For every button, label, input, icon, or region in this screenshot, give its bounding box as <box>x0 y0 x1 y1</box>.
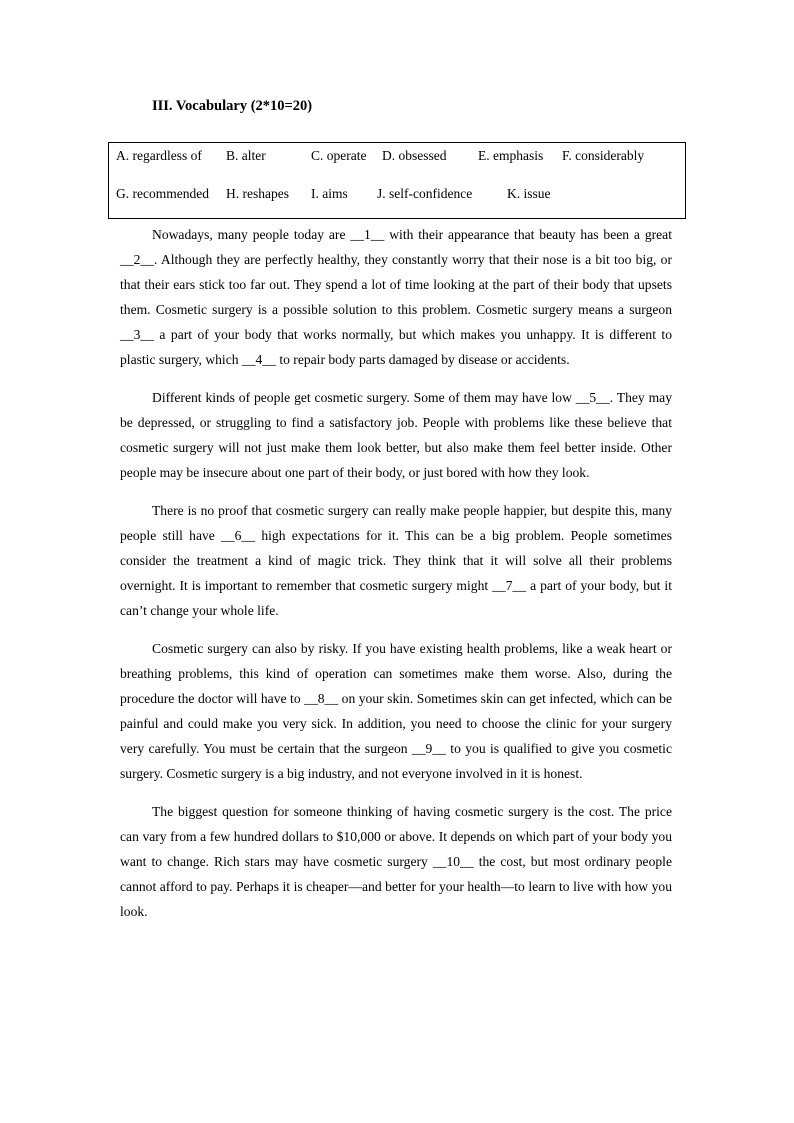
word-option-f: F. considerably <box>562 148 645 163</box>
word-bank-row-1 <box>109 148 685 168</box>
word-option-i: I. aims <box>311 186 348 201</box>
word-option-d: D. obsessed <box>382 148 447 163</box>
word-bank-row-2 <box>109 186 685 206</box>
word-option-b: B. alter <box>226 148 266 163</box>
word-option-e: E. emphasis <box>478 148 544 163</box>
word-option-h: H. reshapes <box>226 186 289 201</box>
passage-paragraph-1: Nowadays, many people today are __1__ with their appearance that beauty has been a great __2__. Although they are perfectly healthy, they constantly worry that their nose is a bit too big, or that their ears stick too far out. They spend a lot of time looking at the part of their body that upsets them. Cosmetic surgery is a possible solution to this problem. Cosmetic surgery means a surgeon __3__ a part of your body that works normally, but which makes you unhappy. It is different to plastic surgery, which __4__ to repair body parts damaged by disease or accidents. <box>120 227 672 367</box>
word-bank-box <box>108 142 686 219</box>
word-option-k: K. issue <box>507 186 551 201</box>
word-option-c: C. operate <box>311 148 367 163</box>
word-option-g: G. recommended <box>116 186 209 201</box>
passage-paragraph-2: Different kinds of people get cosmetic surgery. Some of them may have low __5__. They may be depressed, or struggling to find a satisfactory job. People with problems like these believe that cosmetic surgery will not just make them look better, but also make them feel better inside. Other people may be insecure about one part of their body, or just bored with how they look. <box>120 390 672 480</box>
section-title: III. Vocabulary (2*10=20) <box>152 98 313 114</box>
reading-passage <box>120 222 672 937</box>
passage-paragraph-4: Cosmetic surgery can also by risky. If you have existing health problems, like a weak heart or breathing problems, this kind of operation can sometimes make them worse. Also, during the procedure the doctor will have to __8__ on your skin. Sometimes skin can get infected, which can be painful and could make you very sick. In addition, you need to choose the clinic for your surgery very carefully. You must be certain that the surgeon __9__ to you is qualified to give you cosmetic surgery. Cosmetic surgery is a big industry, and not everyone involved in it is honest. <box>120 641 672 781</box>
word-option-a: A. regardless of <box>116 148 202 163</box>
word-option-j: J. self-confidence <box>377 186 473 201</box>
passage-paragraph-5: The biggest question for someone thinking of having cosmetic surgery is the cost. The price can vary from a few hundred dollars to $10,000 or above. It depends on which part of your body you want to change. Rich stars may have cosmetic surgery __10__ the cost, but most ordinary people cannot afford to pay. Perhaps it is cheaper—and better for your health—to learn to live with how you look. <box>120 804 672 919</box>
passage-paragraph-3: There is no proof that cosmetic surgery can really make people happier, but despite this, many people still have __6__ high expectations for it. This can be a big problem. People sometimes consider the treatment a kind of magic trick. They think that it will solve all their problems overnight. It is important to remember that cosmetic surgery might __7__ a part of your body, but it can’t change your whole life. <box>120 503 672 618</box>
